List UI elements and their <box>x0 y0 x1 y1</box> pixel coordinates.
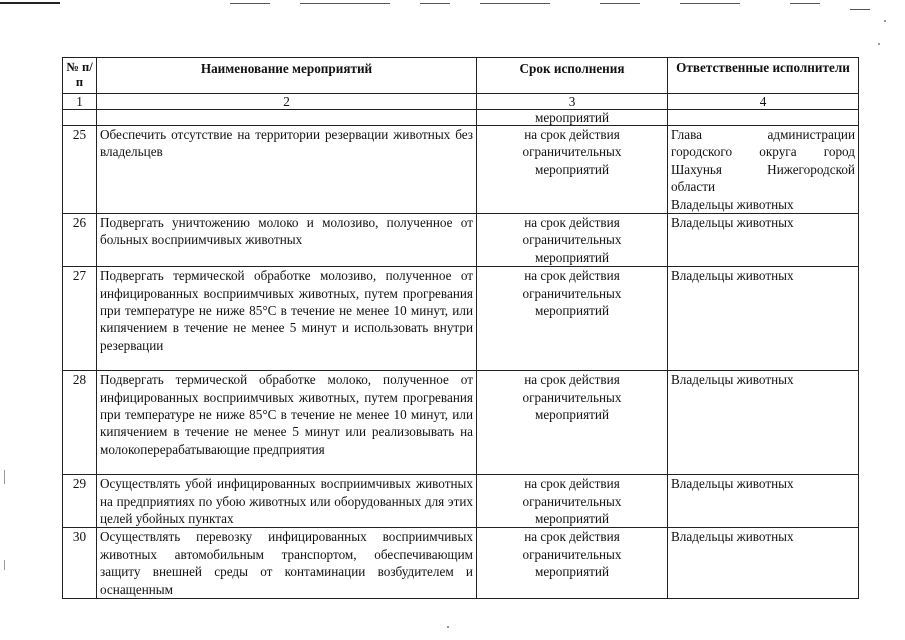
row-measure: Подвергать уничтожению молоко и молозиво, полученное от больных восприимчивых животных <box>97 214 477 267</box>
index-cell: 1 <box>63 94 97 110</box>
scan-speck <box>878 43 880 45</box>
index-cell: 3 <box>477 94 668 110</box>
table-row <box>63 475 859 528</box>
row-responsible <box>668 528 859 599</box>
header-resp: Ответственные исполнители <box>668 58 859 94</box>
carry-over-row <box>63 110 859 126</box>
responsible-line: Владельцы животных <box>671 268 794 284</box>
table-row <box>63 371 859 475</box>
row-number: 25 <box>63 126 97 214</box>
scan-speck <box>447 626 449 628</box>
row-number: 29 <box>63 475 97 528</box>
table-row <box>63 267 859 371</box>
responsible-line: городского округа город <box>671 144 855 160</box>
responsible-line: Владельцы животных <box>671 529 794 545</box>
index-cell: 4 <box>668 94 859 110</box>
table-row <box>63 528 859 599</box>
row-measure: Подвергать термической обработке молоко, полученное от инфицированных восприимчивых животных, путем прогревания при температуре не ниже 85°С в течение не менее 10 минут, или кипячением в течение не менее 5 минут или реализовывать на молокоперерабатывающие предприятия <box>97 371 477 475</box>
responsible-line: Владельцы животных <box>671 196 794 212</box>
header-term: Срок исполнения <box>477 58 668 94</box>
row-responsible <box>668 267 859 371</box>
header-num: № п/п <box>63 58 97 94</box>
row-term: на срок действия ограничительных мероприятий <box>477 267 668 371</box>
row-term: на срок действия ограничительных мероприятий <box>477 214 668 267</box>
scan-speck <box>884 20 886 22</box>
row-term: на срок действия ограничительных мероприятий <box>477 126 668 214</box>
row-number: 30 <box>63 528 97 599</box>
responsible-line: Владельцы животных <box>671 215 794 231</box>
row-measure: Осуществлять перевозку инфицированных восприимчивых животных автомобильным транспортом, обеспечивающим защиту внешней среды от контаминации возбудителем и оснащенным <box>97 528 477 599</box>
row-responsible <box>668 371 859 475</box>
responsible-line: Шахунья Нижегородской <box>671 161 855 177</box>
measures-table <box>62 57 859 599</box>
header-name: Наименование мероприятий <box>97 58 477 94</box>
row-term: на срок действия ограничительных мероприятий <box>477 371 668 475</box>
carry-over-term: мероприятий <box>477 110 668 126</box>
row-term: на срок действия ограничительных мероприятий <box>477 528 668 599</box>
row-responsible <box>668 214 859 267</box>
scan-edge-top <box>0 0 905 8</box>
responsible-line: области <box>671 179 716 195</box>
responsible-line: Глава администрации <box>671 127 855 142</box>
table-row <box>63 214 859 267</box>
scan-edge-left <box>4 560 5 570</box>
row-measure: Обеспечить отсутствие на территории резервации животных без владельцев <box>97 126 477 214</box>
row-measure: Подвергать термической обработке молозиво, полученное от инфицированных восприимчивых животных, путем прогревания при температуре не ниже 85°С в течение не менее 10 минут, или кипячением в течение не менее 5 минут и использовать внутри резервации <box>97 267 477 371</box>
header-row <box>63 58 859 94</box>
row-number: 28 <box>63 371 97 475</box>
row-responsible <box>668 126 859 214</box>
row-number: 26 <box>63 214 97 267</box>
row-term: на срок действия ограничительных мероприятий <box>477 475 668 528</box>
row-responsible <box>668 475 859 528</box>
scan-edge-left <box>4 470 5 484</box>
responsible-line: Владельцы животных <box>671 476 794 492</box>
responsible-line: Владельцы животных <box>671 372 794 388</box>
row-measure: Осуществлять убой инфицированных восприимчивых животных на предприятиях по убою животных или оборудованных для этих целей убойных пунктах <box>97 475 477 528</box>
index-cell: 2 <box>97 94 477 110</box>
row-number: 27 <box>63 267 97 371</box>
table-row <box>63 126 859 214</box>
index-row <box>63 94 859 110</box>
